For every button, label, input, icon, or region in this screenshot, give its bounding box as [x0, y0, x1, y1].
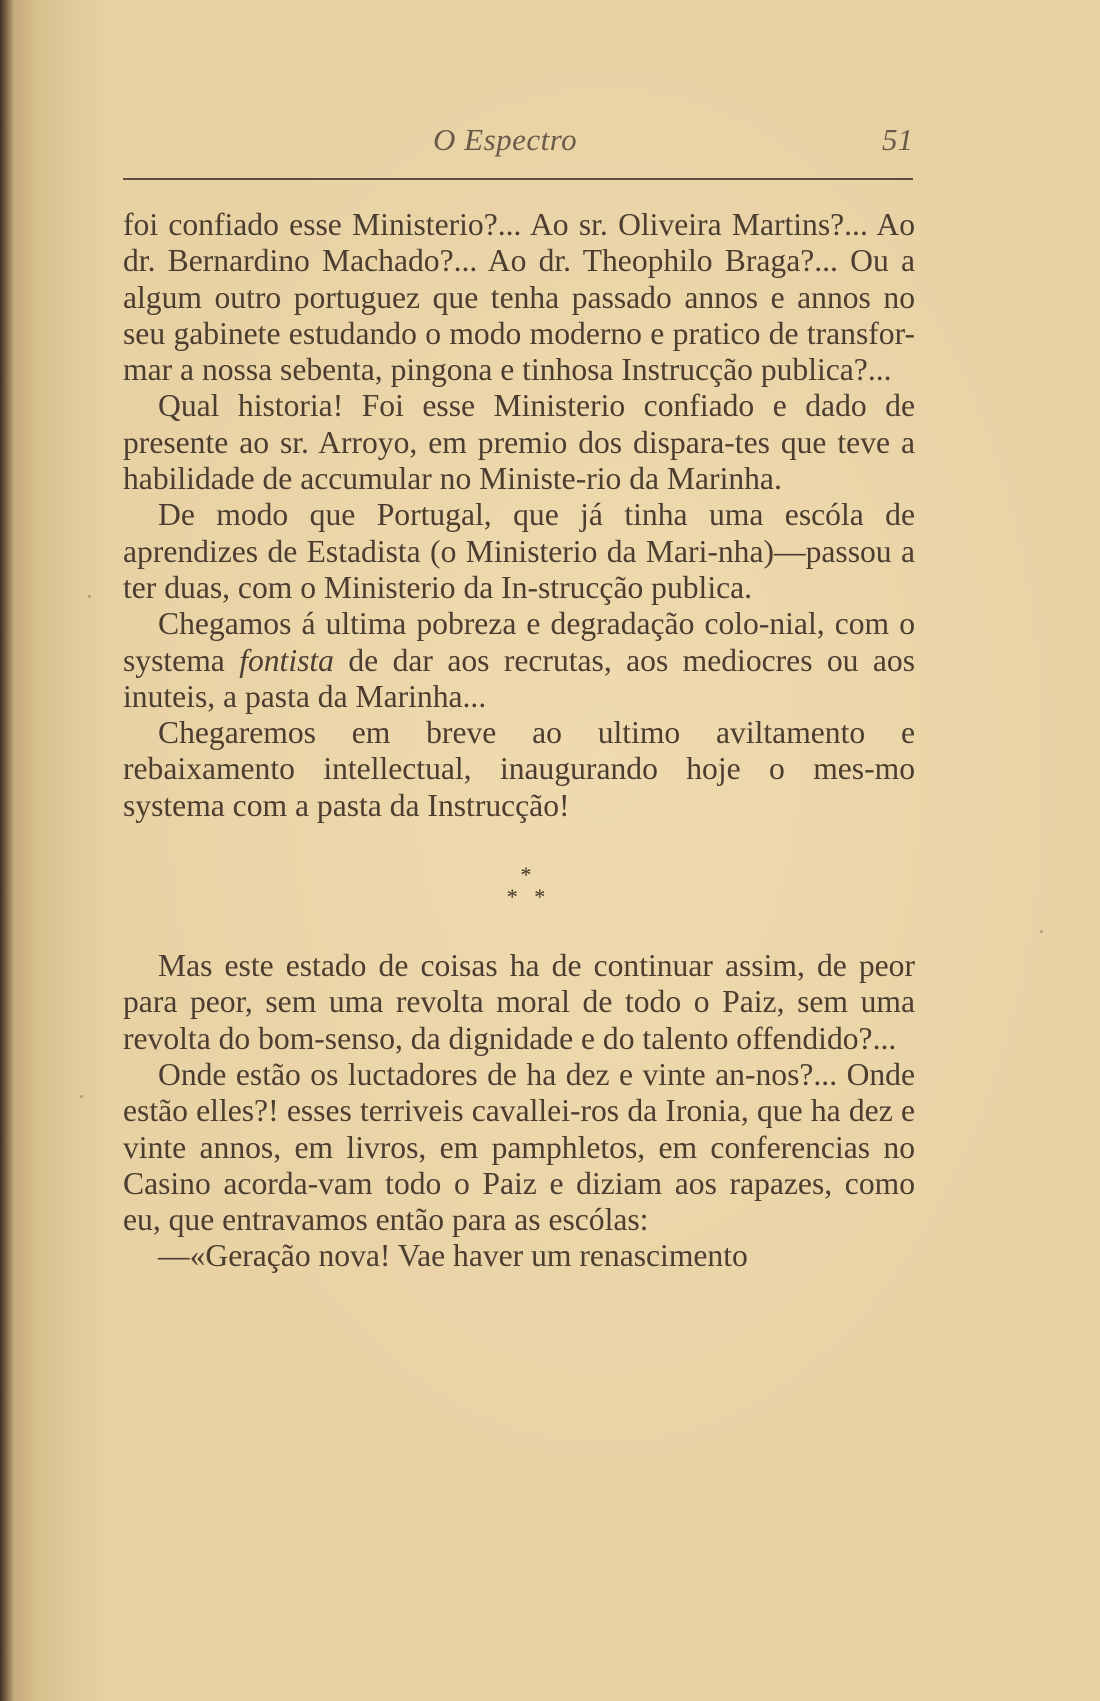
paper-speck — [88, 595, 91, 598]
asterism-bottom: * * — [506, 884, 546, 910]
header-rule — [123, 178, 913, 180]
paragraph-quote-geracao: —«Geração nova! Vae haver um renascimento — [158, 1238, 748, 1274]
paragraph-chegamos — [123, 606, 915, 715]
paper-speck — [80, 1095, 83, 1098]
page-header — [123, 118, 913, 168]
paper-speck — [1040, 930, 1043, 933]
page-binding-edge — [0, 0, 14, 1701]
italic-word-fontista: fontista — [239, 642, 334, 678]
paragraph-chegamos-text: Chegamos á ultima pobreza e degradação colo-nial, com o systema — [123, 606, 915, 678]
asterism-top: * — [520, 862, 532, 888]
paragraph-qual-historia: Qual historia! Foi esse Ministerio confiado e dado de presente ao sr. Arroyo, em premio dos dispara-tes que teve a habilidade de accumular no Ministe-rio da Marinha. — [123, 388, 915, 497]
paragraph-continuation: foi confiado esse Ministerio?... Ao sr. Oliveira Martins?... Ao dr. Bernardino Machado?... Ao dr. Theophilo Braga?... Ou a algum outro portuguez que tenha passado annos e annos no seu gabinete estudando o modo moderno e pratico de transfor-mar a nossa sebenta, pingona e tinhosa Instrucção publica?... — [123, 207, 915, 388]
paragraph-chegaremos: Chegaremos em breve ao ultimo aviltamento e rebaixamento intellectual, inaugurando hoje o mes-mo systema com a pasta da Instrucção! — [123, 715, 915, 823]
paragraph-onde-estao: Onde estão os luctadores de ha dez e vinte an-nos?... Onde estão elles?! esses terriveis cavallei-ros da Ironia, que ha dez e vinte annos, em livros, em pamphletos, em conferencias no Casino acorda-vam todo o Paiz e diziam aos rapazes, como eu, que entravamos então para as escólas: — [123, 1056, 915, 1238]
body-text — [123, 207, 915, 1275]
section-break-asterism — [123, 864, 915, 908]
running-title: O Espectro — [433, 122, 578, 157]
page-number: 51 — [882, 122, 913, 157]
paragraph-de-modo: De modo que Portugal, que já tinha uma escóla de aprendizes de Estadista (o Ministerio da Mari-nha)—passou a ter duas, com o Ministerio da In-strucção publica. — [123, 497, 915, 605]
paragraph-chegamos-text-end: de dar aos recrutas, aos mediocres ou aos inuteis, a pasta da Marinha... — [123, 642, 915, 714]
paragraph-mas-este: Mas este estado de coisas ha de continuar assim, de peor para peor, sem uma revolta moral de todo o Paiz, sem uma revolta do bom-senso, da dignidade e do talento offendido?... — [123, 948, 915, 1056]
